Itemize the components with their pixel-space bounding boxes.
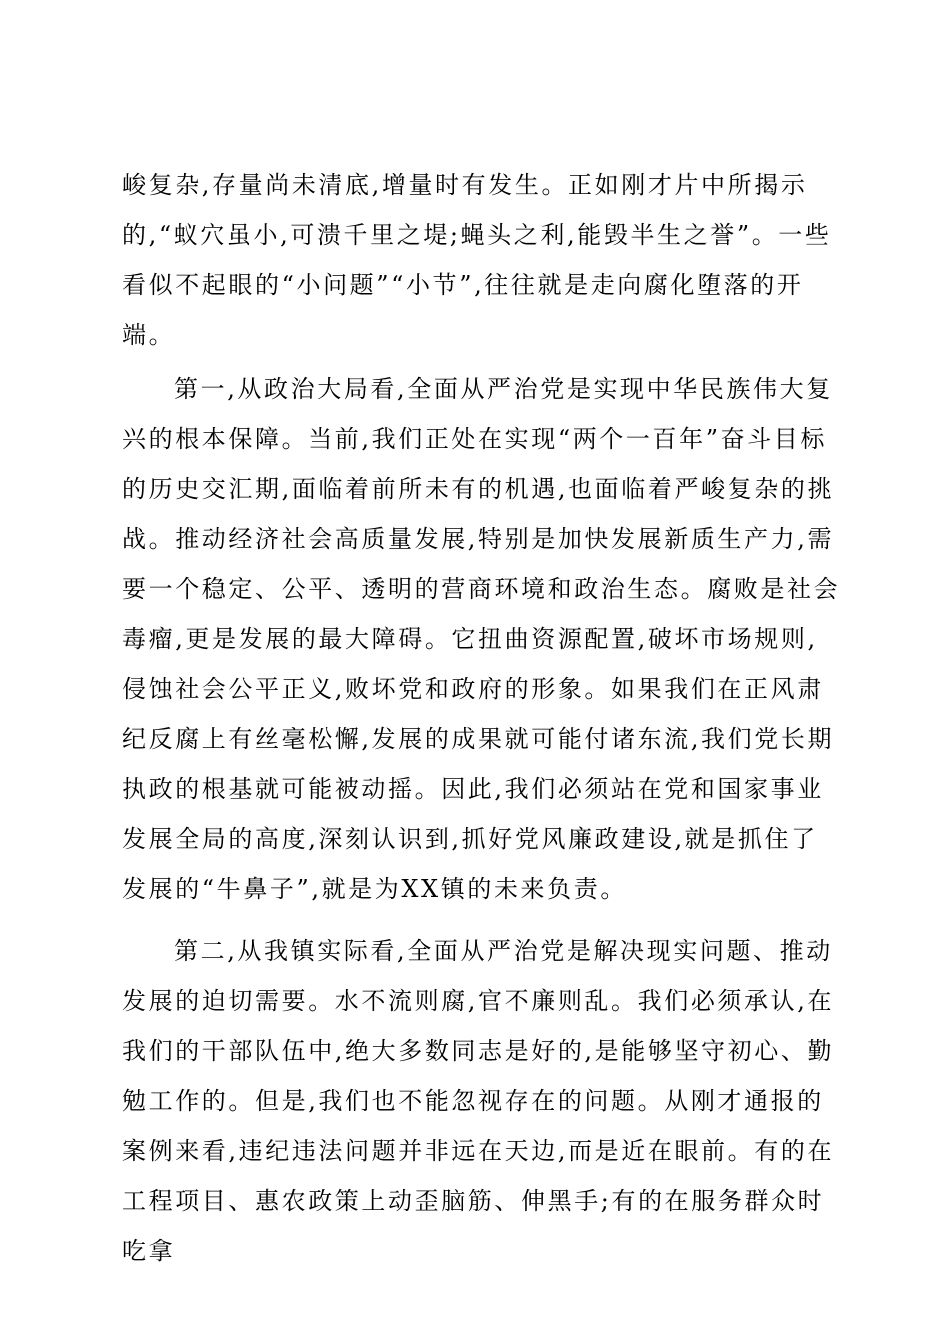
paragraph-town-reality: 第二,从我镇实际看,全面从严治党是解决现实问题、推动发展的迫切需要。水不流则腐,官不廉则乱。我们必须承认,在我们的干部队伍中,绝大多数同志是好的,是能够坚守初心、勤勉工作的。但是,我们也不能忽视存在的问题。从刚才通报的案例来看,违纪违法问题并非远在天边,而是近在眼前。有的在工程项目、惠农政策上动歪脑筋、伸黑手;有的在服务群众时吃拿	[122, 937, 835, 1265]
document-body	[122, 160, 842, 1276]
paragraph-continuation: 峻复杂,存量尚未清底,增量时有发生。正如刚才片中所揭示的,“蚁穴虽小,可溃千里之堤;蝇头之利,能毁半生之誉”。一些看似不起眼的“小问题”“小节”,往往就是走向腐化堕落的开端。	[122, 171, 832, 349]
paragraph-political-overview: 第一,从政治大局看,全面从严治党是实现中华民族伟大复兴的根本保障。当前,我们正处在实现“两个一百年”奋斗目标的历史交汇期,面临着前所未有的机遇,也面临着严峻复杂的挑战。推动经济社会高质量发展,特别是加快发展新质生产力,需要一个稳定、公平、透明的营商环境和政治生态。腐败是社会毒瘤,更是发展的最大障碍。它扭曲资源配置,破坏市场规则,侵蚀社会公平正义,败坏党和政府的形象。如果我们在正风肃纪反腐上有丝毫松懈,发展的成果就可能付诸东流,我们党长期执政的根基就可能被动摇。因此,我们必须站在党和国家事业发展全局的高度,深刻认识到,抓好党风廉政建设,就是抓住了发展的“牛鼻子”,就是为XX镇的未来负责。	[122, 375, 841, 903]
